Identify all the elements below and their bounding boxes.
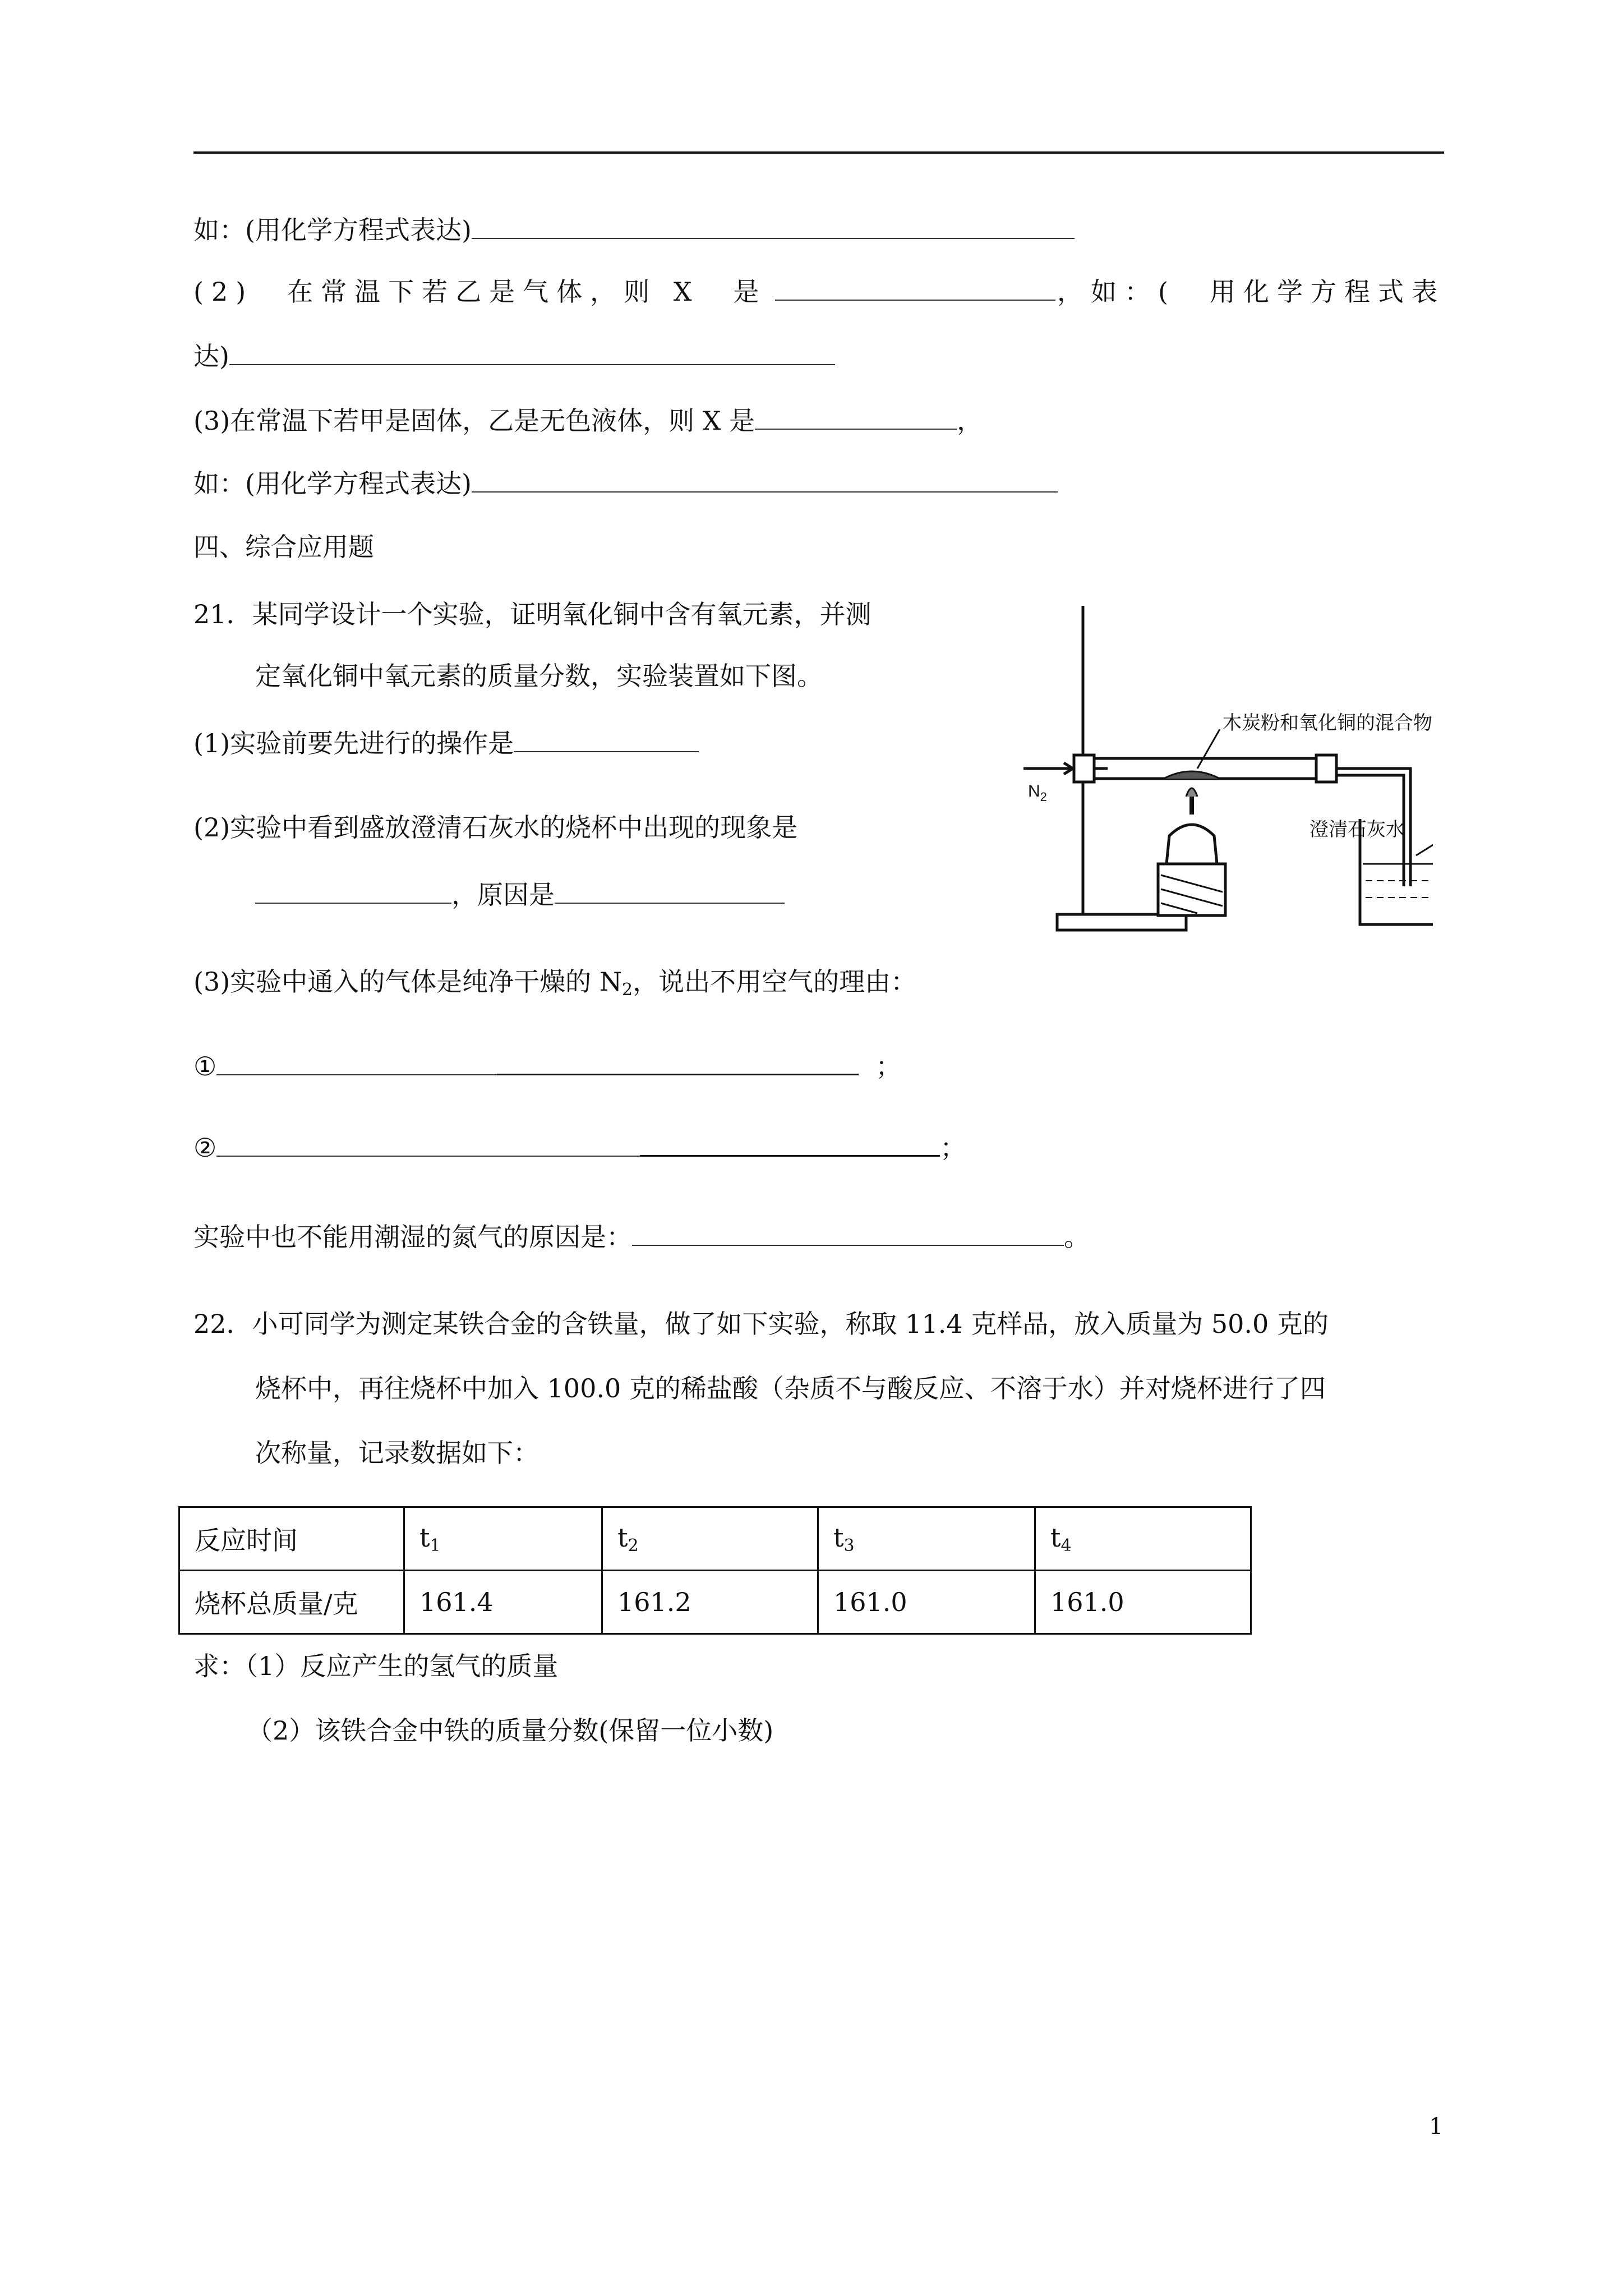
- q22-stem-2: 烧杯中，再往烧杯中加入 100.0 克的稀盐酸（杂质不与酸反应、不溶于水）并对烧杯进行了四: [255, 1373, 1326, 1404]
- table-cell: [602, 1507, 818, 1571]
- label-leader: [1197, 729, 1220, 769]
- label-mixture: 木炭粉和氧化铜的混合物: [1223, 712, 1432, 734]
- answer-blank[interactable]: [255, 878, 451, 904]
- q21-reason-2: [193, 1130, 966, 1165]
- q20-line-a-text: 如：(用化学方程式表达): [193, 215, 472, 245]
- q21-reason-2-end: ；: [940, 1133, 966, 1163]
- right-stopper: [1316, 755, 1336, 782]
- label-n2-text: N: [1028, 782, 1040, 800]
- time-label: t: [419, 1522, 430, 1553]
- answer-blank[interactable]: [632, 1220, 1064, 1246]
- powder-mixture: [1164, 771, 1220, 779]
- q21-part-1: [193, 726, 699, 760]
- q21-stem-2: 定氧化铜中氧元素的质量分数，实验装置如下图。: [255, 661, 823, 691]
- time-label: t: [617, 1522, 628, 1553]
- label-limewater: 澄清石灰水: [1310, 819, 1405, 840]
- q20-line-e-text: 如：(用化学方程式表达): [193, 468, 472, 499]
- header-rule: [193, 151, 1444, 154]
- label-n2-sub: 2: [1040, 790, 1047, 804]
- table-row: [179, 1571, 1251, 1634]
- table-cell: [404, 1507, 602, 1571]
- section-4-title: 四、综合应用题: [193, 532, 374, 562]
- table-cell: 161.2: [602, 1571, 818, 1634]
- table-cell: [818, 1507, 1035, 1571]
- beaker-label-leader: [1416, 841, 1433, 855]
- q21-part-3: [193, 965, 916, 1007]
- left-stopper: [1074, 755, 1094, 782]
- q21-part-2-line: [255, 878, 785, 912]
- q22-ask-2: （2）该铁合金中铁的质量分数(保留一位小数): [247, 1715, 774, 1746]
- q20-line-a: [193, 213, 1075, 247]
- q20-line-c: [193, 339, 835, 373]
- answer-blank[interactable]: [229, 339, 835, 365]
- q21-part-1-text: (1)实验前要先进行的操作是: [193, 728, 514, 758]
- time-label: t: [1050, 1522, 1061, 1553]
- answer-blank[interactable]: [216, 1131, 640, 1157]
- table-cell: 161.0: [818, 1571, 1035, 1634]
- limewater: [1366, 881, 1433, 898]
- answer-blank[interactable]: [497, 1049, 859, 1075]
- table-header-time: 反应时间: [179, 1507, 404, 1571]
- answer-blank[interactable]: [472, 213, 1075, 239]
- table-header-mass: 烧杯总质量/克: [179, 1571, 404, 1634]
- answer-blank[interactable]: [640, 1130, 940, 1157]
- time-sub: 4: [1061, 1535, 1072, 1556]
- answer-blank[interactable]: [472, 467, 1058, 493]
- page-number: 1: [1429, 2114, 1444, 2139]
- q20-line-d-text: (3)在常温下若甲是固体，乙是无色液体，则 X 是: [193, 406, 755, 436]
- q22-stem-3: 次称量，记录数据如下：: [255, 1438, 539, 1468]
- q21-part-3-tail: ，说出不用空气的理由：: [633, 967, 917, 997]
- time-sub: 1: [430, 1535, 441, 1556]
- q20-line-d-suffix: ，: [957, 406, 983, 436]
- answer-blank[interactable]: [555, 878, 785, 904]
- lamp-wick: [1191, 797, 1193, 815]
- answer-blank[interactable]: [775, 275, 1055, 301]
- q20-line-d: [193, 404, 983, 438]
- q22-ask-1: 求：（1）反应产生的氢气的质量: [193, 1651, 559, 1681]
- time-sub: 2: [628, 1535, 639, 1556]
- apparatus-figure: [973, 600, 1433, 937]
- data-table: [178, 1506, 1252, 1635]
- q22-stem-1: 22．小可同学为测定某铁合金的含铁量，做了如下实验，称取 11.4 克样品，放入质量为 50.0 克的: [193, 1309, 1329, 1339]
- q21-reason-1-mark: ①: [193, 1051, 217, 1082]
- time-sub: 3: [843, 1535, 855, 1556]
- q20-line-b: [193, 275, 1445, 309]
- q20-line-e: [193, 467, 1058, 500]
- label-n2: [1028, 782, 1047, 804]
- q20-line-b-suffix: ，如：( 用化学方程式表: [1057, 277, 1445, 307]
- table-row: [179, 1507, 1251, 1571]
- q20-line-c-text: 达): [193, 341, 229, 371]
- q21-part-2: (2)实验中看到盛放澄清石灰水的烧杯中出现的现象是: [193, 812, 798, 843]
- answer-blank[interactable]: [216, 1050, 497, 1075]
- q21-humid: [193, 1220, 1090, 1254]
- q21-reason-1: [193, 1049, 901, 1083]
- q21-humid-end: 。: [1064, 1222, 1090, 1252]
- lamp-flame-icon: [1186, 788, 1197, 797]
- answer-blank[interactable]: [514, 726, 699, 752]
- q21-reason-1-end: ；: [875, 1051, 902, 1082]
- q21-part-3-sub: 2: [622, 980, 633, 1000]
- q21-reason-2-mark: ②: [193, 1133, 217, 1163]
- time-label: t: [833, 1522, 844, 1553]
- q21-stem-1: 21．某同学设计一个实验，证明氧化铜中含有氧元素，并测: [193, 599, 872, 629]
- table-cell: [1035, 1507, 1251, 1571]
- q21-part-3-text: (3)实验中通入的气体是纯净干燥的 N: [193, 967, 623, 997]
- alcohol-lamp: [1166, 825, 1217, 864]
- q21-humid-text: 实验中也不能用潮湿的氮气的原因是：: [193, 1222, 632, 1252]
- q20-line-b-text: (2) 在常温下若乙是气体，则 X 是: [193, 277, 767, 307]
- q21-part-2-reason: ，原因是: [451, 880, 555, 910]
- table-cell: 161.0: [1035, 1571, 1251, 1634]
- answer-blank[interactable]: [755, 404, 957, 430]
- table-cell: 161.4: [404, 1571, 602, 1634]
